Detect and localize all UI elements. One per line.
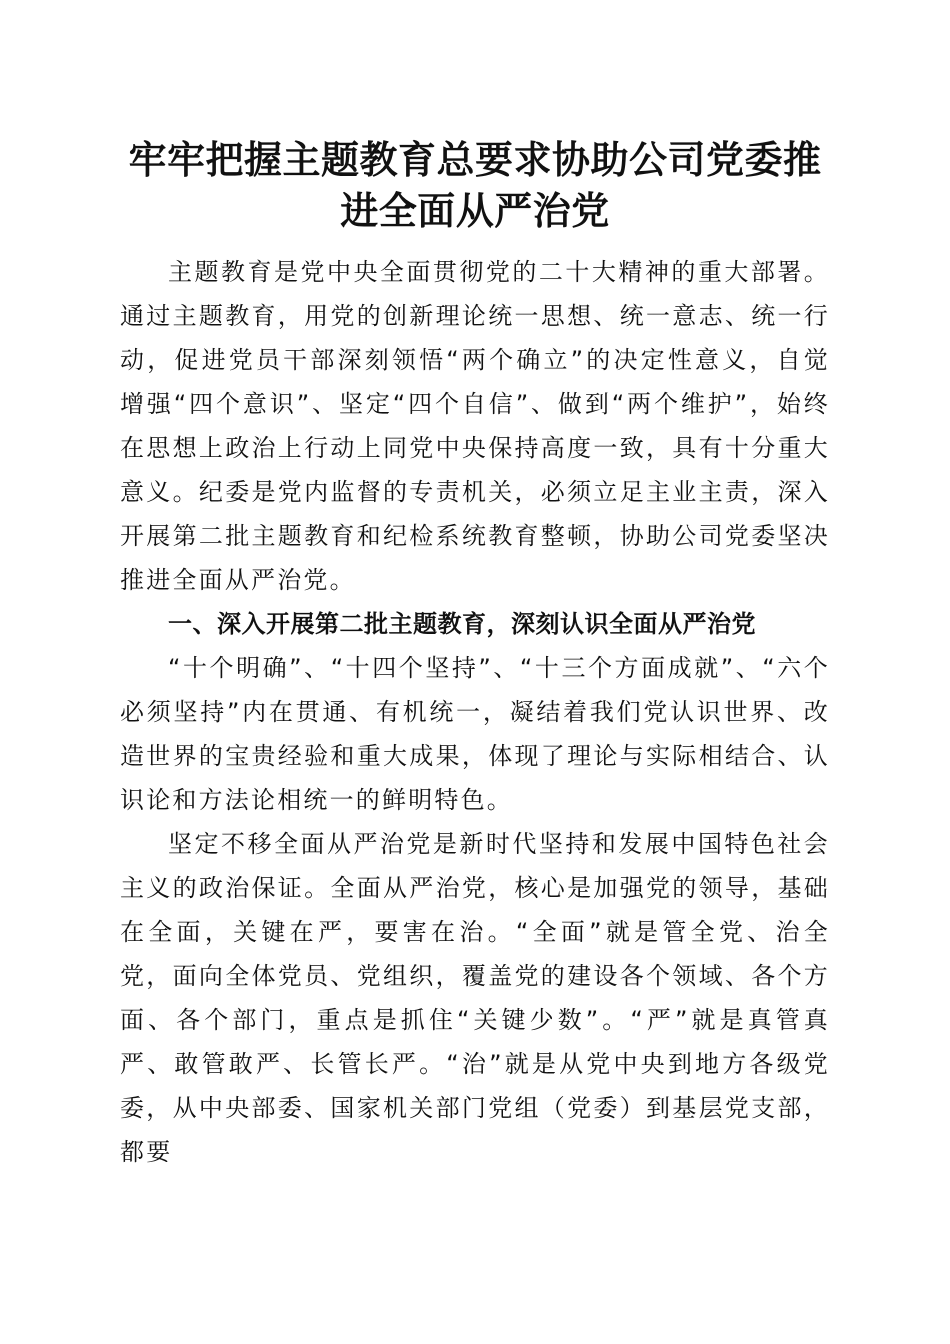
- paragraph-intro: 主题教育是党中央全面贯彻党的二十大精神的重大部署。通过主题教育，用党的创新理论统一思想、统一意志、统一行动，促进党员干部深刻领悟“两个确立”的决定性意义，自觉增强“四个意识”、坚定“四个自信”、做到“两个维护”，始终在思想上政治上行动上同党中央保持高度一致，具有十分重大意义。纪委是党内监督的专责机关，必须立足主业主责，深入开展第二批主题教育和纪检系统教育整顿，协助公司党委坚决推进全面从严治党。: [120, 258, 830, 594]
- document-body: [120, 250, 830, 1174]
- paragraph-2: “十个明确”、“十四个坚持”、“十三个方面成就”、“六个必须坚持”内在贯通、有机统一，凝结着我们党认识世界、改造世界的宝贵经验和重大成果，体现了理论与实际相结合、认识论和方法论相统一的鲜明特色。: [120, 654, 830, 814]
- document-title: 牢牢把握主题教育总要求协助公司党委推进全面从严治党: [128, 137, 822, 233]
- section-heading-1: 一、深入开展第二批主题教育，深刻认识全面从严治党: [168, 610, 756, 638]
- paragraph-3: 坚定不移全面从严治党是新时代坚持和发展中国特色社会主义的政治保证。全面从严治党，核心是加强党的领导，基础在全面，关键在严，要害在治。“全面”就是管全党、治全党，面向全体党员、党组织，覆盖党的建设各个领域、各个方面、各个部门，重点是抓住“关键少数”。“严”就是真管真严、敢管敢严、长管长严。“治”就是从党中央到地方各级党委，从中央部委、国家机关部门党组（党委）到基层党支部，都要: [120, 830, 830, 1166]
